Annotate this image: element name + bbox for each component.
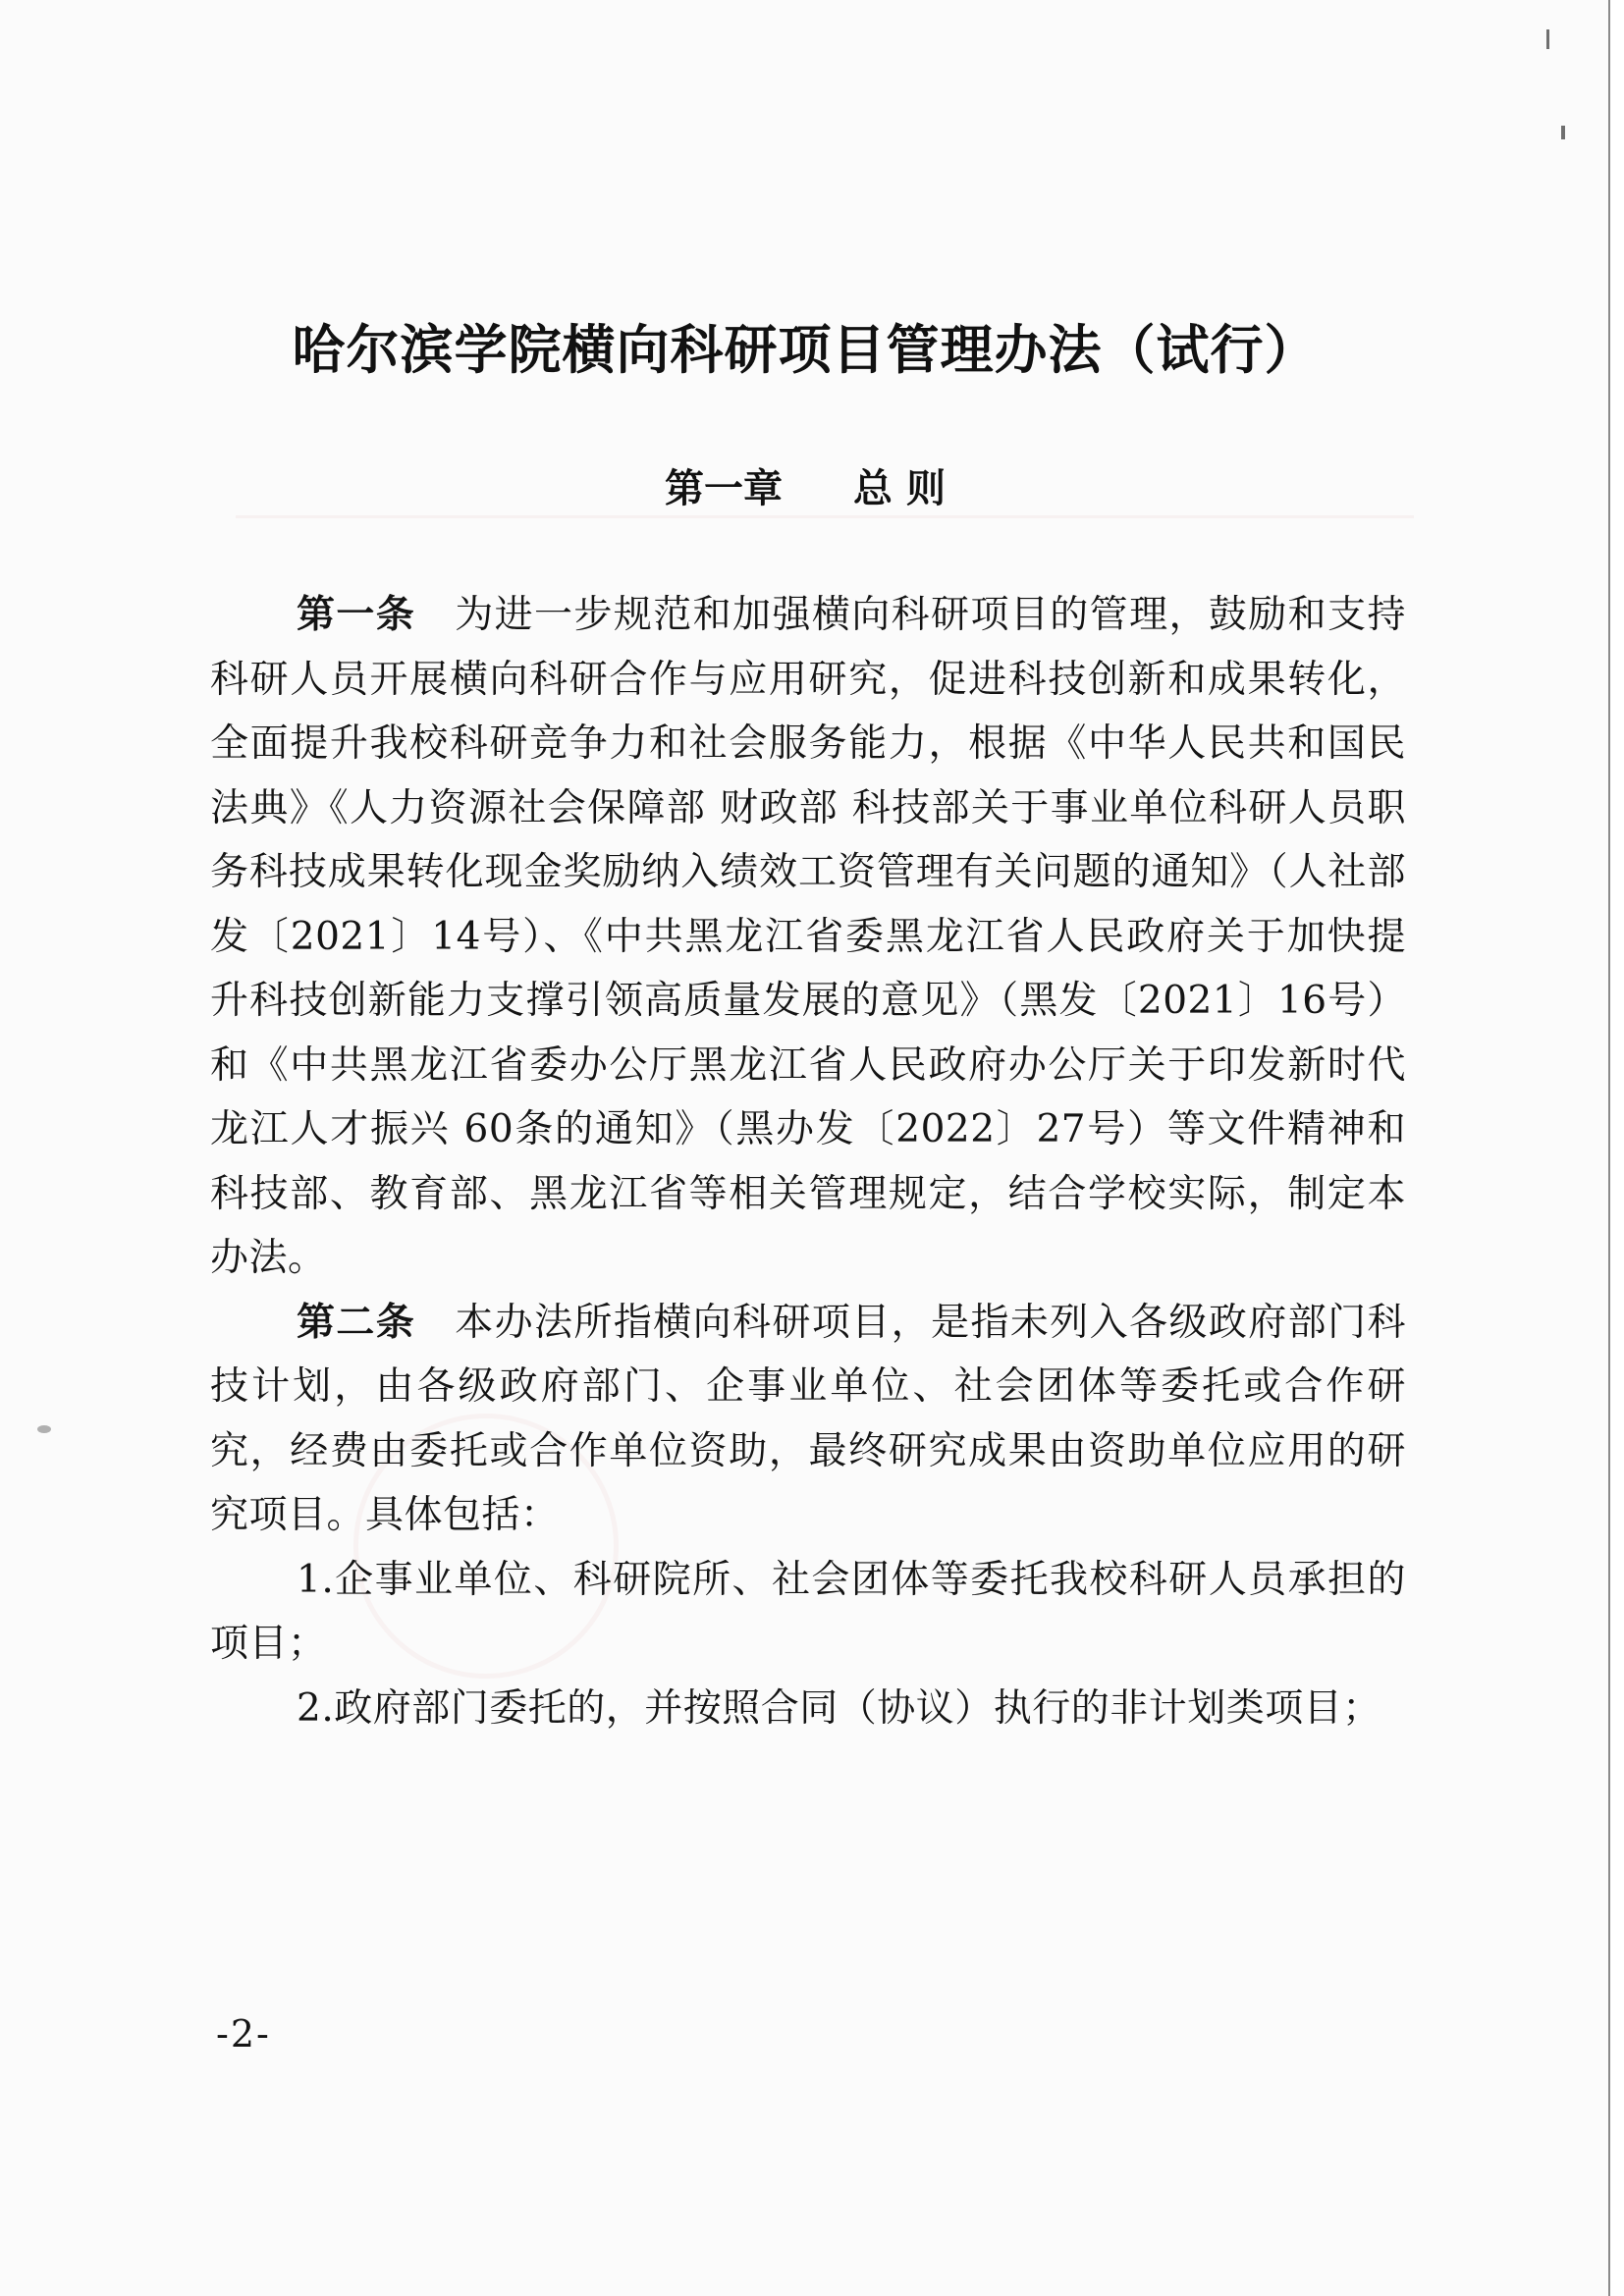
article-label: 第一条 (297, 593, 416, 637)
page-number: -2- (216, 2012, 271, 2056)
list-item-text: 1.企事业单位、科研院所、社会团体等委托我校科研人员承担的项目； (210, 1557, 1406, 1666)
chapter-name: 总 则 (853, 466, 946, 511)
chapter-heading (0, 457, 1610, 520)
scan-mark (1561, 126, 1565, 139)
list-item (210, 1677, 1406, 1741)
scan-mark (1546, 29, 1549, 49)
article-paragraph (210, 1291, 1406, 1548)
article-label: 第二条 (297, 1300, 416, 1345)
scan-mark (37, 1425, 51, 1433)
article-text: 本办法所指横向科研项目，是指未列入各级政府部门科技计划，由各级政府部门、企事业单位、社会团体等委托或合作研究，经费由委托或合作单位资助，最终研究成果由资助单位应用的研究项目。具体包括： (210, 1300, 1406, 1537)
document-title: 哈尔滨学院横向科研项目管理办法（试行） (292, 318, 1319, 381)
chapter-number: 第一章 (665, 466, 784, 511)
document-body (210, 583, 1406, 1740)
article-paragraph (210, 583, 1406, 1291)
article-text: 为进一步规范和加强横向科研项目的管理，鼓励和支持科研人员开展横向科研合作与应用研究，促进科技创新和成果转化，全面提升我校科研竞争力和社会服务能力，根据《中华人民共和国民法典》《人力资源社会保障部 财政部 科技部关于事业单位科研人员职务科技成果转化现金奖励纳入绩效工资管理有关问题的通知》（人社部发〔2021〕14号）、《中共黑龙江省委黑龙江省人民政府关于加快提升科技创新能力支撑引领高质量发展的意见》（黑发〔2021〕16号）和《中共黑龙江省委办公厅黑龙江省人民政府办公厅关于印发新时代龙江人才振兴 60条的通知》（黑办发〔2022〕27号）等文件精神和科技部、教育部、黑龙江省等相关管理规定，结合学校实际，制定本办法。 (210, 593, 1406, 1280)
list-item-text: 2.政府部门委托的，并按照合同（协议）执行的非计划类项目； (297, 1685, 1381, 1731)
list-item (210, 1548, 1406, 1677)
